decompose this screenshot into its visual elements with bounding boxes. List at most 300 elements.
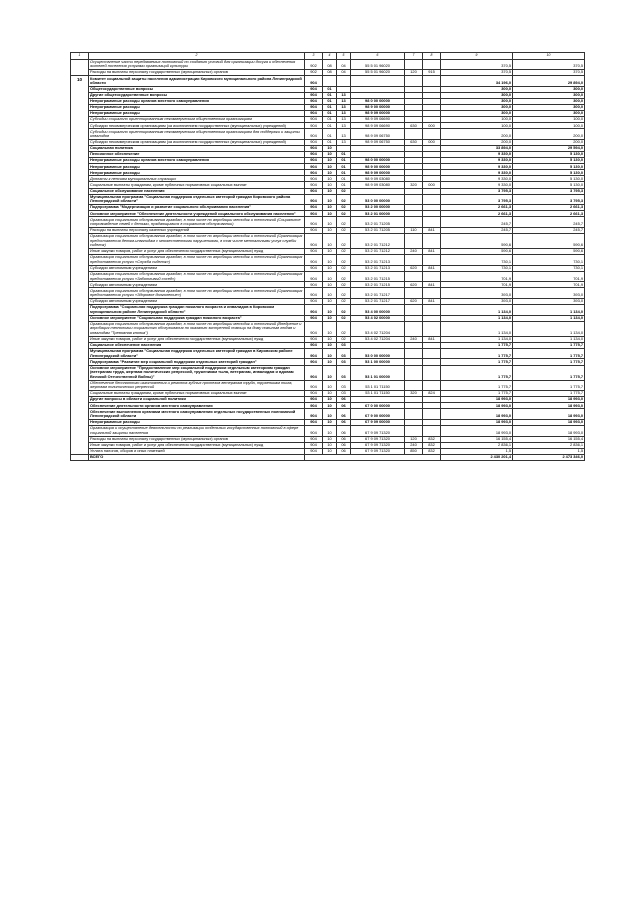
row-sum-year1: 245,7 [441, 217, 513, 228]
row-target-code: 53 1 01 71150 [351, 380, 405, 391]
row-sum-year1: 300,0 [441, 105, 513, 111]
row-expense-type-code: 110 [405, 227, 423, 233]
row-subsection-code: 02 [337, 282, 351, 288]
column-number-5: 5 [337, 53, 351, 60]
table-row [71, 315, 585, 321]
row-sum-year1: 300,0 [441, 98, 513, 104]
row-ministry-code: 904 [305, 205, 323, 211]
total-codes [305, 454, 441, 460]
row-sum-year2: 2 661,3 [513, 211, 585, 217]
row-sum-year2: 2 661,3 [513, 205, 585, 211]
row-sum-year1: 245,7 [441, 227, 513, 233]
row-ministry-code: 904 [305, 233, 323, 248]
row-section-code: 10 [323, 365, 337, 380]
row-kosgu-code: 841 [423, 249, 441, 255]
row-target-code: 67 9 09 71320 [351, 436, 405, 442]
row-kosgu-code [423, 288, 441, 299]
row-section-code: 10 [323, 425, 337, 436]
row-sum-year2: 701,9 [513, 282, 585, 288]
row-subsection-code: 01 [337, 170, 351, 176]
row-section-code: 10 [323, 288, 337, 299]
row-ministry-code: 904 [305, 255, 323, 266]
row-ministry-code: 904 [305, 86, 323, 92]
column-number-9: 9 [441, 53, 513, 60]
row-ministry-code: 904 [305, 282, 323, 288]
row-kosgu-code: 824 [423, 391, 441, 397]
row-sum-year2: 100,0 [513, 117, 585, 123]
row-sum-year2: 18 993,0 [513, 403, 585, 409]
column-number-7: 7 [405, 53, 423, 60]
row-ministry-code: 904 [305, 380, 323, 391]
row-section-code: 10 [323, 419, 337, 425]
row-sum-year1: 200,0 [441, 129, 513, 140]
row-expense-type-code [405, 255, 423, 266]
row-expense-type-code: 620 [405, 298, 423, 304]
row-sum-year2: 3 795,3 [513, 194, 585, 205]
row-subsection-code: 01 [337, 158, 351, 164]
table-row [71, 92, 585, 98]
column-number-row [71, 53, 585, 60]
row-ministry-code: 904 [305, 158, 323, 164]
row-subsection-code: 03 [337, 348, 351, 359]
row-sum-year1: 9 330,0 [441, 152, 513, 158]
row-expense-type-code [405, 409, 423, 420]
row-target-code: 98 9 09 03080 [351, 176, 405, 182]
row-section-code: 10 [323, 321, 337, 336]
row-expense-type-code: 240 [405, 249, 423, 255]
row-sum-year2: 1 134,0 [513, 336, 585, 342]
row-expense-type-code: 630 [405, 123, 423, 129]
row-name: Другие общегосударственные вопросы [89, 92, 305, 98]
row-target-code: 67 0 00 00000 [351, 403, 405, 409]
row-subsection-code: 03 [337, 359, 351, 365]
row-subsection-code: 02 [337, 227, 351, 233]
row-target-code: 98 9 00 00000 [351, 164, 405, 170]
row-name: Основное мероприятие "Предоставление мер социальной поддержки отдельным категориям граждан (ветеранам труда, жертвам политических репрессий, труженикам тыла, ветеранам, инвалидам и вдовам Великой Отечественной Войны)" [89, 365, 305, 380]
row-name: Субсидии автономным учреждениям [89, 265, 305, 271]
row-sum-year2: 1 134,0 [513, 315, 585, 321]
row-sum-year1: 1 134,0 [441, 315, 513, 321]
row-name: Основное мероприятие "Обеспечение деятельности учреждений социального обслуживания населения" [89, 211, 305, 217]
row-sum-year1: 730,1 [441, 255, 513, 266]
row-sum-year1: 100,0 [441, 117, 513, 123]
row-ministry-code: 904 [305, 298, 323, 304]
row-ministry-code: 904 [305, 129, 323, 140]
row-sum-year1: 200,0 [441, 139, 513, 145]
row-ministry-code: 904 [305, 365, 323, 380]
row-name: Иные закупки товаров, работ и услуг для обеспечения государственных (муниципальных) нужд [89, 249, 305, 255]
row-sum-year1: 1 134,0 [441, 305, 513, 316]
row-target-code: 53 4 02 71204 [351, 336, 405, 342]
row-expense-type-code [405, 348, 423, 359]
row-expense-type-code: 630 [405, 139, 423, 145]
row-name: Основное мероприятие "Социальная поддержка граждан пожилого возраста" [89, 315, 305, 321]
row-expense-type-code [405, 233, 423, 248]
row-sum-year1: 1 775,7 [441, 342, 513, 348]
row-target-code: 53 2 01 71215 [351, 271, 405, 282]
table-row [71, 282, 585, 288]
row-sum-year1: 18 993,0 [441, 403, 513, 409]
row-sum-year1: 1 775,7 [441, 391, 513, 397]
row-name: Расходы на выплаты персоналу государственных (муниципальных) органов [89, 70, 305, 76]
row-sum-year2: 18 993,0 [513, 409, 585, 420]
row-section-code: 10 [323, 211, 337, 217]
row-section-code: 10 [323, 380, 337, 391]
row-subsection-code [337, 76, 351, 87]
table-row [71, 305, 585, 316]
row-section-code: 10 [323, 227, 337, 233]
table-row [71, 211, 585, 217]
row-sum-year2: 370,5 [513, 59, 585, 70]
row-expense-type-code [405, 425, 423, 436]
table-row [71, 188, 585, 194]
row-sum-year1: 1 775,7 [441, 380, 513, 391]
row-section-code: 01 [323, 139, 337, 145]
column-number-2: 2 [89, 53, 305, 60]
row-sum-year1: 300,0 [441, 111, 513, 117]
row-subsection-code: 02 [337, 188, 351, 194]
row-subsection-code: 02 [337, 194, 351, 205]
row-sum-year1: 34 196,0 [441, 76, 513, 87]
row-subsection-code: 03 [337, 391, 351, 397]
row-subsection-code: 13 [337, 98, 351, 104]
table-row [71, 233, 585, 248]
row-sum-year2: 1 134,0 [513, 305, 585, 316]
row-ministry-code: 904 [305, 188, 323, 194]
row-subsection-code: 06 [337, 419, 351, 425]
row-name: Социальные выплаты гражданам, кроме публичных нормативных социальных выплат [89, 182, 305, 188]
row-target-code: 53 0 00 00000 [351, 194, 405, 205]
row-name: Организация социального обслуживания граждан, в том числе по апробации методик и технологий (Организация предоставления детям-инвалидам с множественными нарушениями, в том числе ментальными услуг службы сиделок) [89, 233, 305, 248]
row-subsection-code: 02 [337, 233, 351, 248]
row-expense-type-code [405, 76, 423, 87]
row-target-code: 98 0 00 00000 [351, 158, 405, 164]
row-kosgu-code [423, 233, 441, 248]
row-expense-type-code [405, 321, 423, 336]
row-name: Организация социального обслуживания граждан, в том числе по апробации методик и технологий (Организация предоставления услуги «Заботливый сосед») [89, 271, 305, 282]
row-sum-year2: 16 155,4 [513, 436, 585, 442]
row-ministry-code: 904 [305, 182, 323, 188]
row-sum-year2: 29 894,0 [513, 76, 585, 87]
row-subsection-code: 02 [337, 205, 351, 211]
table-body [71, 53, 585, 461]
row-sum-year1: 18 993,0 [441, 419, 513, 425]
row-name: Организация социального обслуживания граждан, в том числе по апробации методик и технологий (Организация предоставления услуги «Служба сиделок») [89, 255, 305, 266]
row-sum-year2: 5 130,0 [513, 176, 585, 182]
row-ministry-code: 904 [305, 442, 323, 448]
row-sum-year1: 730,1 [441, 265, 513, 271]
row-sum-year1: 590,6 [441, 249, 513, 255]
table-row [71, 117, 585, 123]
row-ministry-code: 904 [305, 145, 323, 151]
row-target-code: 53 1 01 71150 [351, 391, 405, 397]
row-sum-year1: 393,0 [441, 288, 513, 299]
row-section-code: 10 [323, 305, 337, 316]
row-name: Организация социального обслуживания граждан, в том числе по апробации методик и технологий (Социальное сопровождение семей с детьми, нуждающимися в социальном обслуживании) [89, 217, 305, 228]
row-ministry-code: 904 [305, 342, 323, 348]
row-ministry-code: 904 [305, 164, 323, 170]
row-expense-type-code [405, 194, 423, 205]
row-subsection-code: 02 [337, 255, 351, 266]
row-name: Уплата налогов, сборов и иных платежей [89, 448, 305, 454]
row-sum-year1: 3 795,3 [441, 194, 513, 205]
row-section-code: 01 [323, 92, 337, 98]
table-row [71, 342, 585, 348]
row-expense-type-code [405, 217, 423, 228]
row-ministry-code: 904 [305, 176, 323, 182]
row-ministry-code: 904 [305, 170, 323, 176]
row-sum-year1: 3 795,3 [441, 188, 513, 194]
row-sum-year1: 18 993,0 [441, 397, 513, 403]
row-target-code: 67 9 09 71320 [351, 448, 405, 454]
row-sum-year2: 1 775,7 [513, 342, 585, 348]
row-sum-year2: 5 130,0 [513, 152, 585, 158]
row-name: Социальное обслуживание населения [89, 188, 305, 194]
table-row [71, 436, 585, 442]
row-kosgu-code: 000 [423, 139, 441, 145]
row-name: Иные закупки товаров, работ и услуг для обеспечения государственных (муниципальных) нужд [89, 336, 305, 342]
row-section-code: 10 [323, 342, 337, 348]
row-name: Подпрограмма "Социальная поддержка граждан пожилого возраста и инвалидов в Кировском муниципальном районе Ленинградской области" [89, 305, 305, 316]
row-ministry-code: 904 [305, 217, 323, 228]
row-sum-year2: 245,7 [513, 227, 585, 233]
row-name: Непрограммные расходы органов местного самоуправления [89, 98, 305, 104]
row-subsection-code: 06 [337, 409, 351, 420]
row-ministry-code: 904 [305, 105, 323, 111]
row-target-code: 53 2 01 71205 [351, 217, 405, 228]
table-row [71, 298, 585, 304]
row-name: Социальная политика [89, 145, 305, 151]
row-target-code: 67 9 09 71320 [351, 425, 405, 436]
row-kosgu-code [423, 59, 441, 70]
row-target-code: 98 9 09 06750 [351, 139, 405, 145]
row-name: Другие вопросы в области социальной политики [89, 397, 305, 403]
row-subsection-code: 02 [337, 217, 351, 228]
row-section-code: 10 [323, 164, 337, 170]
row-sum-year2: 245,7 [513, 217, 585, 228]
row-section-code: 10 [323, 188, 337, 194]
row-subsection-code: 02 [337, 305, 351, 316]
row-expense-type-code: 240 [405, 336, 423, 342]
row-name: Субсидии социально ориентированным некоммерческим общественным организациям [89, 117, 305, 123]
row-name: Осуществление части передаваемых полномочий по созданию условий для организации досуга и обеспечения жителей поселения услугами организаций культуры [89, 59, 305, 70]
row-ministry-code: 904 [305, 321, 323, 336]
row-section-code: 10 [323, 436, 337, 442]
row-sum-year1: 2 661,3 [441, 211, 513, 217]
row-ministry-code: 904 [305, 425, 323, 436]
row-kosgu-code: 841 [423, 298, 441, 304]
row-kosgu-code: 915 [423, 70, 441, 76]
table-row [71, 321, 585, 336]
row-name: Непрограммные расходы [89, 164, 305, 170]
row-sum-year1: 9 330,0 [441, 170, 513, 176]
total-row [71, 454, 585, 460]
row-target-code: 53 2 01 71213 [351, 255, 405, 266]
row-ministry-code: 904 [305, 211, 323, 217]
row-subsection-code: 13 [337, 111, 351, 117]
table-row [71, 425, 585, 436]
row-sum-year1: 300,0 [441, 92, 513, 98]
row-name: Субсидии некоммерческим организациям (за исключением государственных (муниципальных) учреждений) [89, 139, 305, 145]
table-row [71, 336, 585, 342]
total-sum-year1: 2 430 201,4 [441, 454, 513, 460]
row-sum-year1: 370,5 [441, 70, 513, 76]
row-subsection-code: 06 [337, 448, 351, 454]
row-sum-year2: 393,0 [513, 288, 585, 299]
table-row [71, 123, 585, 129]
row-kosgu-code [423, 409, 441, 420]
row-sum-year1: 701,9 [441, 271, 513, 282]
row-sum-year2: 5 130,0 [513, 170, 585, 176]
table-row [71, 365, 585, 380]
row-ministry-code: 902 [305, 70, 323, 76]
row-section-code: 10 [323, 282, 337, 288]
row-kosgu-code: 832 [423, 436, 441, 442]
table-row [71, 59, 585, 70]
row-name: Субсидии социально ориентированным некоммерческим общественным организациям для поддержки и защиты инвалидов [89, 129, 305, 140]
row-subsection-code: 06 [337, 397, 351, 403]
row-sum-year1: 9 330,0 [441, 176, 513, 182]
row-expense-type-code: 120 [405, 436, 423, 442]
row-kosgu-code [423, 194, 441, 205]
row-expense-type-code [405, 380, 423, 391]
row-sum-year2: 200,0 [513, 139, 585, 145]
row-sum-year2: 590,6 [513, 249, 585, 255]
row-name: Субсидии автономным учреждениям [89, 282, 305, 288]
row-subsection-code: 02 [337, 321, 351, 336]
row-sum-year2: 3 795,3 [513, 188, 585, 194]
row-ministry-code: 904 [305, 359, 323, 365]
row-sum-year2: 300,0 [513, 92, 585, 98]
table-row [71, 397, 585, 403]
row-sum-year2: 5 130,0 [513, 164, 585, 170]
row-expense-type-code [405, 271, 423, 282]
row-target-code: 98 9 09 00000 [351, 170, 405, 176]
row-name: Непрограммные расходы [89, 419, 305, 425]
row-sum-year2: 2 836,1 [513, 442, 585, 448]
row-sum-year1: 1 775,7 [441, 348, 513, 359]
row-target-code: 55 5 01 96020 [351, 70, 405, 76]
table-row [71, 70, 585, 76]
row-kosgu-code [423, 305, 441, 316]
row-subsection-code: 02 [337, 315, 351, 321]
row-sum-year1: 1 775,7 [441, 359, 513, 365]
row-sum-year1: 18 993,0 [441, 425, 513, 436]
row-sum-year2: 18 993,0 [513, 425, 585, 436]
row-subsection-code: 02 [337, 336, 351, 342]
table-row [71, 271, 585, 282]
row-name: Непрограммные расходы [89, 170, 305, 176]
row-sum-year1: 701,9 [441, 282, 513, 288]
row-target-code: 53 2 01 71205 [351, 227, 405, 233]
total-spacer [71, 454, 89, 460]
row-sum-year1: 590,6 [441, 233, 513, 248]
column-number-1: 1 [71, 53, 89, 60]
row-subsection-code: 03 [337, 380, 351, 391]
row-subsection-code: 13 [337, 92, 351, 98]
table-row [71, 442, 585, 448]
row-sum-year1: 1 134,0 [441, 321, 513, 336]
row-kosgu-code: 000 [423, 182, 441, 188]
row-ministry-code: 904 [305, 92, 323, 98]
row-name: Непрограммные расходы органов местного самоуправления [89, 158, 305, 164]
row-sum-year2: 5 130,0 [513, 182, 585, 188]
row-sum-year2: 1 775,7 [513, 365, 585, 380]
row-ministry-code: 904 [305, 336, 323, 342]
row-section-code [323, 76, 337, 87]
row-sum-year1: 1 775,7 [441, 365, 513, 380]
row-ministry-code: 904 [305, 123, 323, 129]
table-row [71, 348, 585, 359]
row-subsection-code: 02 [337, 288, 351, 299]
row-section-code: 10 [323, 298, 337, 304]
row-sum-year1: 100,0 [441, 123, 513, 129]
row-sum-year1: 1,5 [441, 448, 513, 454]
row-kosgu-code [423, 129, 441, 140]
row-kosgu-code: 832 [423, 442, 441, 448]
row-section-code: 10 [323, 271, 337, 282]
row-expense-type-code: 320 [405, 391, 423, 397]
row-sum-year1: 18 993,0 [441, 409, 513, 420]
table-row [71, 176, 585, 182]
row-ministry-code: 904 [305, 419, 323, 425]
row-name: Субсидии некоммерческим организациям (за исключением государственных (муниципальных) учреждений) [89, 123, 305, 129]
row-name: Доплаты к пенсиям муниципальных служащих [89, 176, 305, 182]
table-row [71, 391, 585, 397]
table-row [71, 265, 585, 271]
row-subsection-code: 13 [337, 105, 351, 111]
row-expense-type-code [405, 59, 423, 70]
row-sum-year2: 100,0 [513, 123, 585, 129]
row-sum-year2: 18 993,0 [513, 397, 585, 403]
table-row [71, 288, 585, 299]
row-section-code: 10 [323, 359, 337, 365]
row-ministry-code: 904 [305, 227, 323, 233]
column-number-6: 6 [351, 53, 405, 60]
table-row [71, 409, 585, 420]
row-expense-type-code: 850 [405, 448, 423, 454]
row-sum-year2: 701,9 [513, 271, 585, 282]
row-ministry-code: 904 [305, 152, 323, 158]
row-section-code: 10 [323, 176, 337, 182]
row-expense-type-code: 620 [405, 265, 423, 271]
row-kosgu-code: 841 [423, 265, 441, 271]
total-label: ВСЕГО [89, 454, 305, 460]
row-name: Подпрограмма "Модернизация и развитие социального обслуживания населения" [89, 205, 305, 211]
row-section-code: 10 [323, 348, 337, 359]
row-kosgu-code [423, 255, 441, 266]
table-row [71, 98, 585, 104]
row-subsection-code: 01 [337, 176, 351, 182]
row-target-code: 53 4 02 00000 [351, 315, 405, 321]
row-name: Организация и осуществление деятельности по реализации отдельных государственных полномочий в сфере социальной защиты населения [89, 425, 305, 436]
row-kosgu-code [423, 348, 441, 359]
row-subsection-code: 02 [337, 298, 351, 304]
row-section-code: 10 [323, 265, 337, 271]
row-subsection-code: 02 [337, 249, 351, 255]
row-name: Организация социального обслуживания граждан, в том числе по апробации методик и технологий (Внедрение и апробация технологии социального обслуживания по оказанию экстренной помощи на дому пожилым людям и инвалидам "Тревожная кнопка") [89, 321, 305, 336]
row-sum-year1: 2 836,1 [441, 442, 513, 448]
row-ministry-code: 904 [305, 403, 323, 409]
row-group-number: 10 [71, 76, 89, 455]
row-subsection-code: 13 [337, 117, 351, 123]
table-row [71, 194, 585, 205]
row-name: Обеспечение бесплатного изготовления и ремонта зубных протезов ветеранам труда, труженикам тыла, жертвам политических репрессий [89, 380, 305, 391]
row-subsection-code: 06 [337, 442, 351, 448]
row-ministry-code: 904 [305, 448, 323, 454]
table-row [71, 76, 585, 87]
row-name: Подпрограмма "Развитие мер социальной поддержки отдельных категорий граждан" [89, 359, 305, 365]
